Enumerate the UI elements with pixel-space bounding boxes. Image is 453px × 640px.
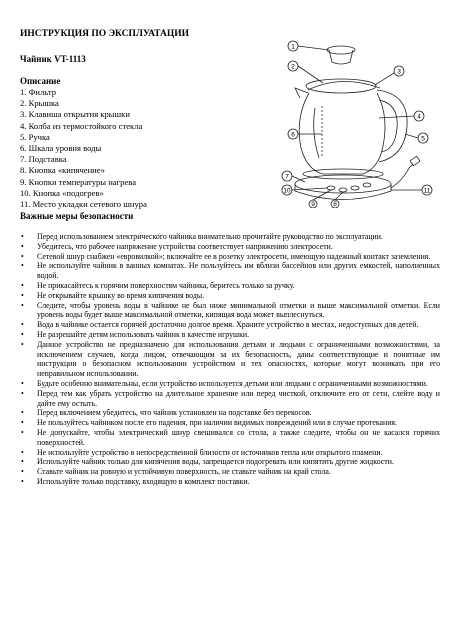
safety-rule: [20, 261, 440, 281]
safety-rule-text: Следите, чтобы уровень воды в чайнике не был ниже минимальной отметки и выше максимальной отметки. Если уровень воды будет выше максимальной отметки, кипящая вода может выплеснуться.: [37, 300, 440, 320]
callout-label: 10: [283, 187, 291, 195]
glass-flask: [299, 93, 385, 174]
part-item: 5. Ручка: [20, 131, 50, 142]
glass-reflection: [314, 108, 319, 158]
callout-label: 6: [291, 131, 295, 139]
kettle-diagram: [275, 38, 440, 208]
kettle-spout: [295, 88, 308, 98]
safety-rule-text: Используйте только подставку, входящую в комплект поставки.: [37, 476, 250, 486]
bullet-icon: •: [21, 457, 24, 467]
warm-button: [363, 183, 371, 187]
temperature-button: [351, 186, 359, 190]
safety-rule-text: Не прикасайтесь к горячим поверхностям чайника, беритесь только за ручку.: [37, 280, 295, 290]
safety-rule: [20, 457, 440, 467]
safety-rule-text: Вода в чайнике остается горячей достаточно долгое время. Храните устройство в местах, недоступных для детей.: [37, 320, 419, 330]
bullet-icon: •: [21, 467, 24, 477]
part-item: 10. Кнопка «подогрев»: [20, 187, 104, 198]
safety-rule-text: Сетевой шнур снабжен «евровилкой»; включайте ее в розетку электросети, имеющую надежный контакт заземления.: [37, 251, 431, 261]
safety-rule: [20, 477, 440, 487]
safety-rule: [20, 418, 440, 428]
part-item: 3. Клавиша открытия крышки: [20, 109, 130, 120]
bullet-icon: •: [21, 261, 24, 271]
kettle-handle-inner: [379, 100, 397, 152]
bullet-icon: •: [21, 300, 24, 310]
part-item: 9. Кнопки температуры нагрева: [20, 176, 137, 187]
bullet-icon: •: [21, 418, 24, 428]
bullet-icon: •: [21, 241, 24, 251]
callout-label: 9: [311, 201, 315, 208]
base-top: [295, 175, 391, 193]
safety-rule-text: Используйте чайник только для кипячения воды, запрещается подогревать или кипятить другие жидкости.: [37, 457, 394, 467]
safety-rule: [20, 467, 440, 477]
safety-rule-text: Убедитесь, что рабочее напряжение устройства соответствует напряжению электросети.: [37, 241, 333, 251]
safety-rule: [20, 252, 440, 262]
safety-rule-text: Не используйте чайник в ванных комнатах. Не пользуйтесь им вблизи бассейнов или других емкостей, наполненных водой.: [37, 261, 440, 281]
bullet-icon: •: [21, 378, 24, 388]
callout-label: 11: [423, 187, 431, 195]
bullet-icon: •: [21, 320, 24, 330]
callout-label: 1: [291, 43, 295, 51]
part-item: 1. Фильтр: [20, 87, 57, 97]
callout-label: 4: [417, 113, 421, 121]
safety-rule: [20, 340, 440, 379]
safety-rules-list: [20, 232, 440, 487]
safety-rule: [20, 408, 440, 418]
lid-part: [308, 81, 380, 90]
temperature-button: [339, 188, 347, 192]
part-item: 7. Подставка: [20, 154, 67, 165]
bullet-icon: •: [21, 290, 24, 300]
bullet-icon: •: [21, 280, 24, 290]
bullet-icon: •: [21, 447, 24, 457]
document-title: ИНСТРУКЦИЯ ПО ЭКСПЛУАТАЦИИ: [20, 29, 190, 39]
safety-rule-text: Перед тем как убрать устройство на длительное хранение или перед чисткой, отключите его от сети, слейте воду и дайте ему остыть.: [37, 388, 440, 408]
safety-rule: [20, 232, 440, 242]
safety-rule: [20, 379, 440, 389]
description-heading: Описание: [20, 76, 61, 86]
safety-rule: [20, 389, 440, 409]
safety-rule: [20, 242, 440, 252]
safety-heading: Важные меры безопасности: [20, 211, 134, 221]
callout-label: 5: [421, 135, 425, 143]
bullet-icon: •: [21, 329, 24, 339]
callout-label: 8: [333, 201, 337, 208]
power-cord: [391, 164, 413, 188]
safety-rule: [20, 330, 440, 340]
bullet-icon: •: [21, 427, 24, 437]
bullet-icon: •: [21, 476, 24, 486]
safety-rule: [20, 291, 440, 301]
safety-rule-text: Данное устройство не предназначено для использования детьми и людьми с ограниченными возможностями, за исключением случаев, когда лицом, отвечающим за их безопасность, даны соответствующие и понятные им инструкции о безопасном использовании устройством и тех опасностях, которые могут возникать при его неправильном использовании.: [37, 339, 440, 379]
safety-rule: [20, 281, 440, 291]
callout-label: 2: [291, 63, 295, 71]
safety-rule-text: Ставьте чайник на ровную и устойчивую поверхность, не ставьте чайник на край стола.: [37, 467, 331, 477]
callout-label: 3: [397, 68, 401, 76]
safety-rule-text: Не пользуйтесь чайником после его падения, при наличии видимых повреждений или в случае протекания.: [37, 418, 397, 428]
safety-rule-text: Не разрешайте детям использовать чайник в качестве игрушки.: [37, 329, 250, 339]
callout-label: 7: [285, 173, 289, 181]
part-item: 4. Колба из термостойкого стекла: [20, 120, 143, 131]
safety-rule-text: Не используйте устройство в непосредственной близости от источников тепла или открытого пламени.: [37, 447, 383, 457]
part-item: 2. Крышка: [20, 98, 59, 109]
part-item: 11. Место укладки сетевого шнура: [20, 199, 147, 210]
safety-rule: [20, 301, 440, 321]
bullet-icon: •: [21, 251, 24, 261]
safety-rule-text: Не допускайте, чтобы электрический шнур свешивался со стола, а также следите, чтобы он не касался горячих поверхностей.: [37, 427, 440, 447]
safety-rule: [20, 428, 440, 448]
bullet-icon: •: [21, 232, 24, 241]
bullet-icon: •: [21, 339, 24, 349]
filter-part: [327, 46, 355, 54]
safety-rule-text: Не открывайте крышку во время кипячения воды.: [37, 290, 205, 300]
bullet-icon: •: [21, 408, 24, 418]
part-item: 6. Шкала уровня воды: [20, 143, 102, 154]
safety-rule-text: Будьте особенно внимательны, если устройство используется детьми или людьми с ограниченными возможностями.: [37, 378, 428, 388]
bullet-icon: •: [21, 388, 24, 398]
filter-part-body: [329, 50, 353, 64]
safety-rule: [20, 448, 440, 458]
parts-list: [20, 87, 147, 210]
safety-rule: [20, 320, 440, 330]
safety-rule-text: Перед использованием электрического чайника внимательно прочитайте руководство по эксплуатации.: [37, 232, 383, 241]
part-item: 8. Кнопка «кипячение»: [20, 165, 105, 176]
model-name: Чайник VT-1113: [20, 54, 86, 64]
power-plug: [410, 156, 420, 166]
boil-button: [327, 186, 335, 190]
safety-rule-text: Перед включением убедитесь, что чайник установлен на подставке без перекосов.: [37, 408, 312, 418]
